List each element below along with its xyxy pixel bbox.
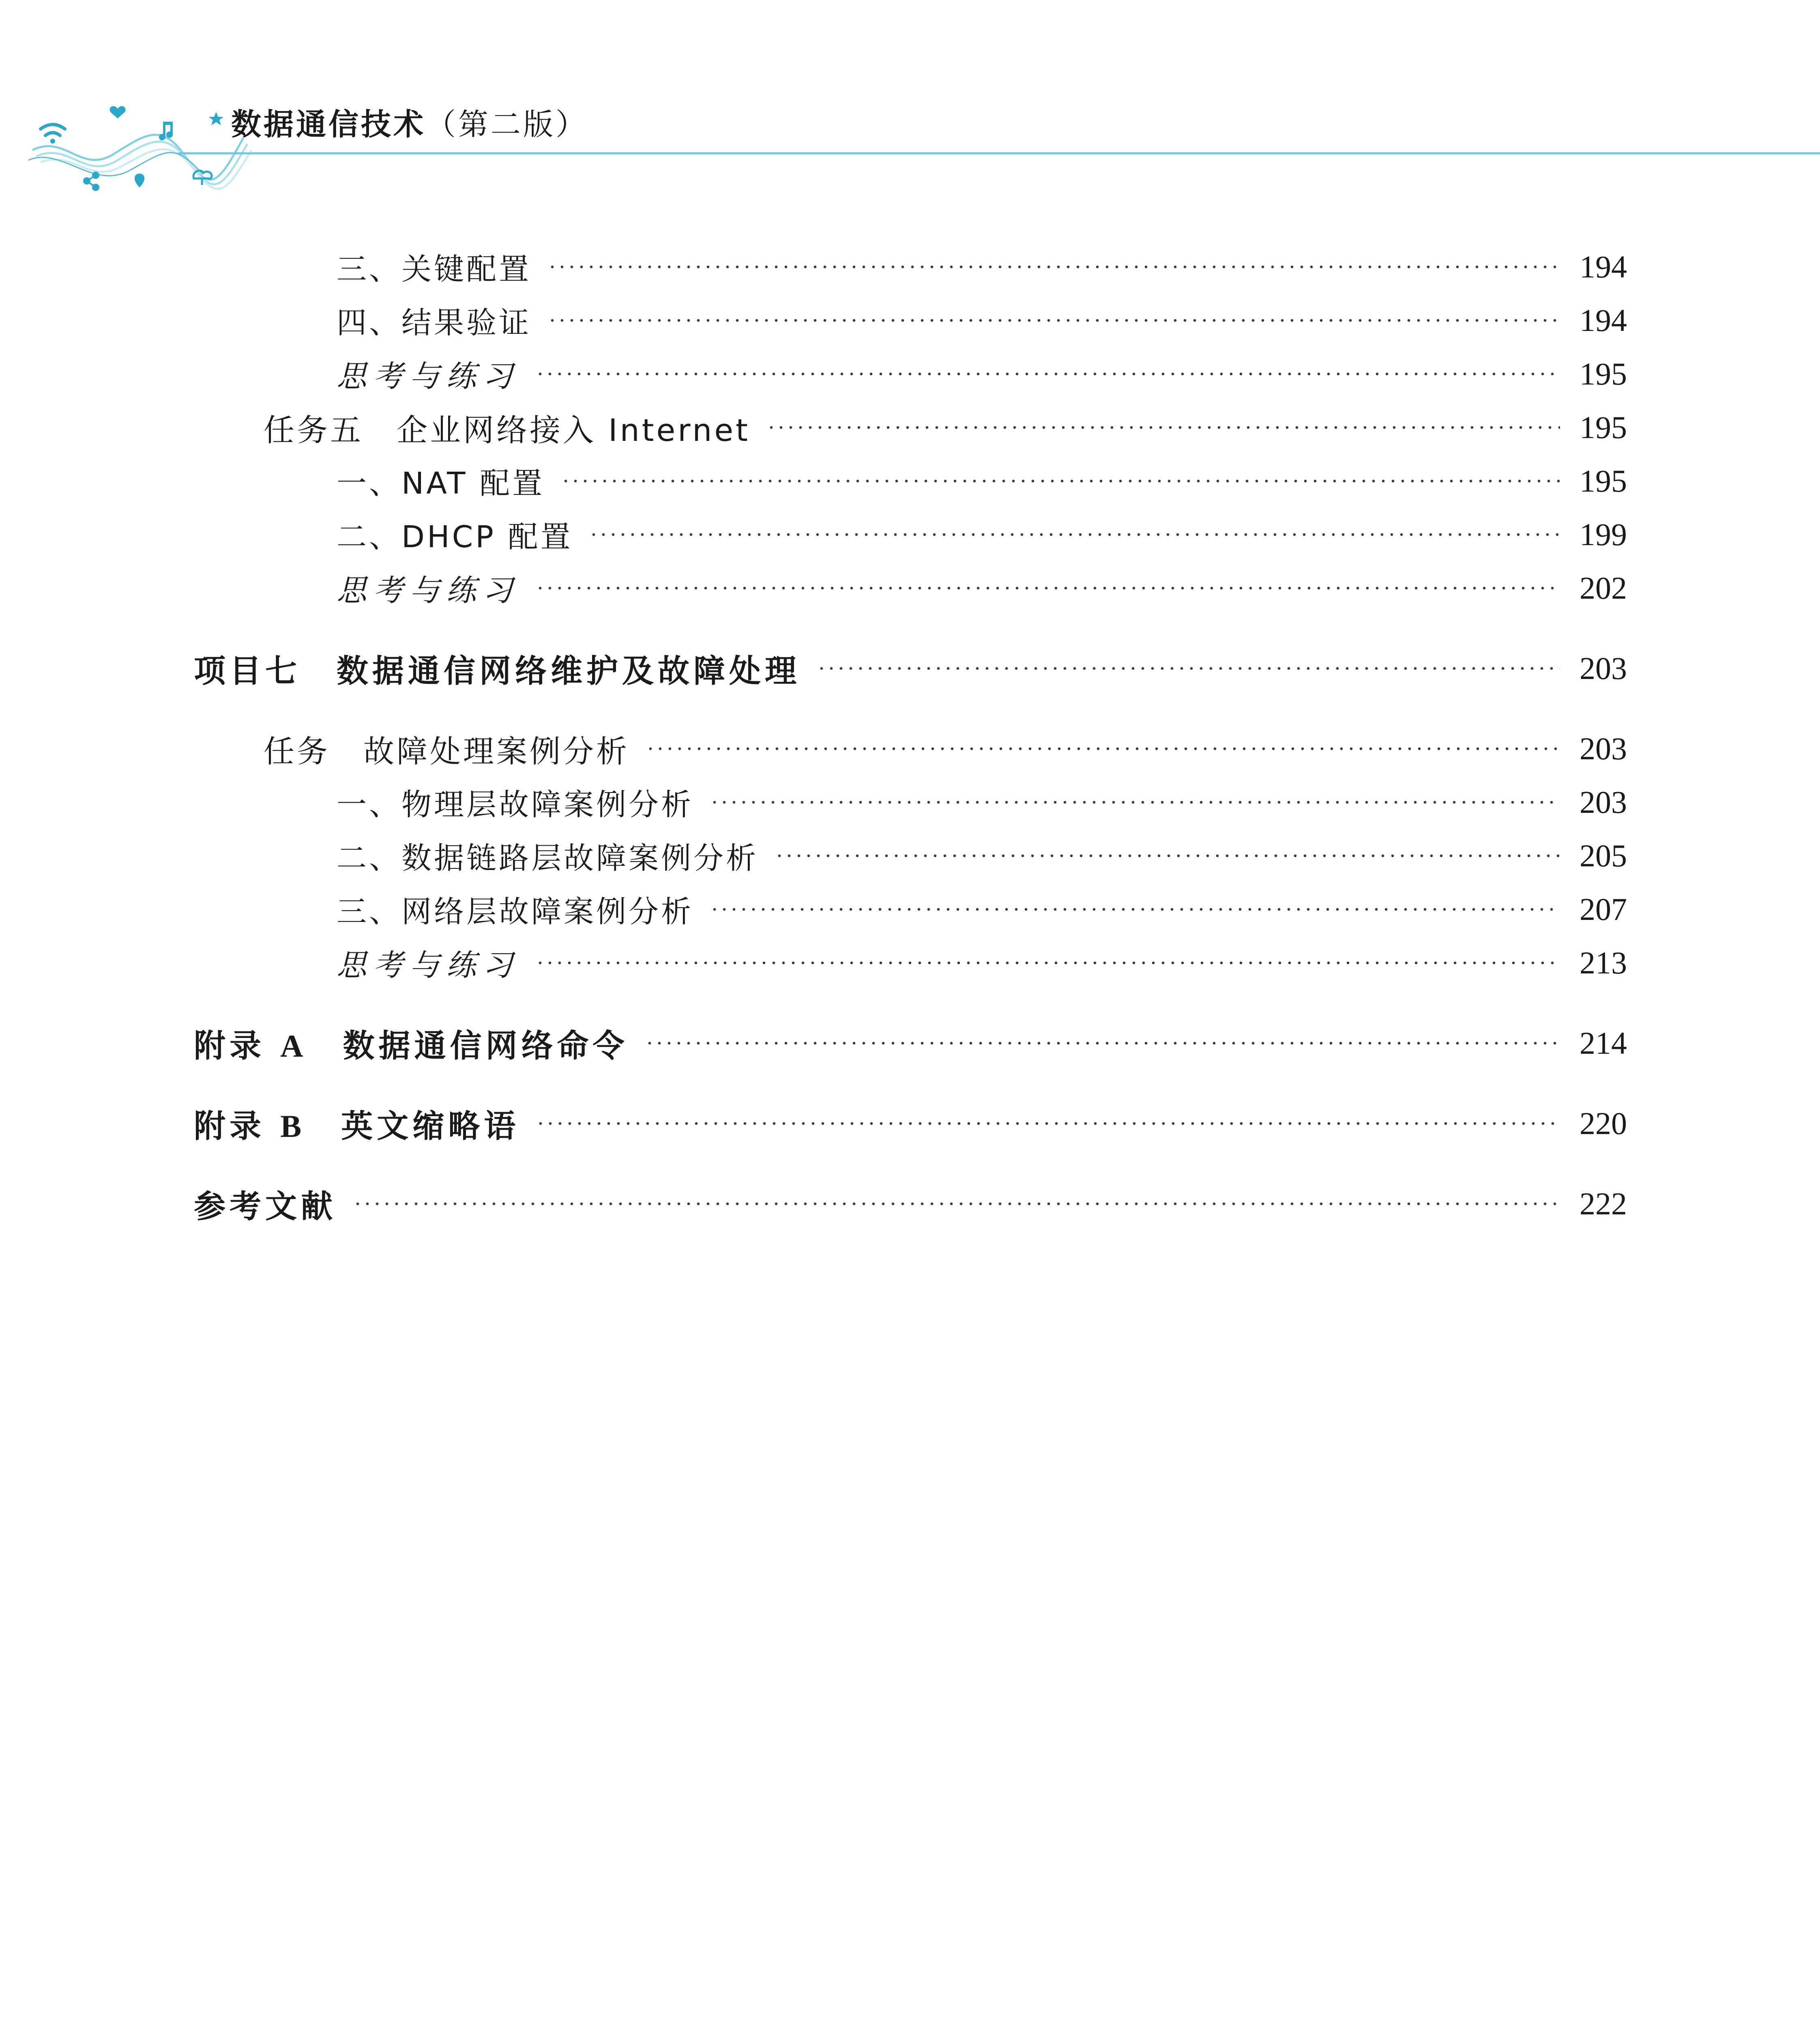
- toc-entry-page-number: 195: [1580, 463, 1627, 498]
- toc-entry[interactable]: [194, 1023, 1627, 1063]
- book-title: 数据通信技术: [231, 107, 426, 142]
- dot-leader: [645, 1041, 1560, 1045]
- dot-leader: [535, 961, 1560, 965]
- toc-entry-label: 四、结果验证: [337, 305, 531, 340]
- dot-leader: [775, 854, 1560, 858]
- toc-entry-label: 任务五 企业网络接入 Internet: [264, 412, 750, 448]
- toc-entry-page-number: 213: [1580, 945, 1627, 980]
- toc-entry-page-number: 205: [1580, 838, 1627, 873]
- toc-entry-page-number: 194: [1580, 303, 1627, 338]
- toc-entry-label: 二、DHCP 配置: [337, 520, 573, 554]
- toc-entry[interactable]: [337, 568, 1627, 608]
- toc-entry-page-number: 220: [1580, 1106, 1627, 1141]
- toc-entry-page-number: 214: [1580, 1025, 1627, 1061]
- toc-entry-page-number: 207: [1580, 892, 1627, 927]
- toc-entry-label: 附录 A 数据通信网络命令: [194, 1028, 629, 1064]
- toc-entry-page-number: 202: [1580, 570, 1627, 606]
- dot-leader: [817, 666, 1560, 670]
- dot-leader: [536, 1121, 1560, 1126]
- toc-entry-label: 一、物理层故障案例分析: [337, 787, 693, 822]
- toc-entry-label: 附录 B 英文缩略语: [194, 1108, 520, 1145]
- toc-entry-label: 三、网络层故障案例分析: [337, 894, 693, 929]
- dot-leader: [547, 318, 1560, 322]
- dot-leader: [710, 907, 1560, 911]
- toc-entry[interactable]: [337, 461, 1627, 501]
- toc-entry-label: 三、关键配置: [337, 252, 531, 287]
- dot-leader: [535, 372, 1560, 376]
- dot-leader: [589, 533, 1560, 537]
- toc-entry-label: 思考与练习: [337, 359, 519, 394]
- toc-entry-page-number: 195: [1580, 356, 1627, 391]
- toc-entry-page-number: 203: [1580, 731, 1627, 766]
- toc-entry-label: 参考文献: [194, 1188, 337, 1225]
- toc-entry-label: 一、NAT 配置: [337, 466, 545, 501]
- dot-leader: [710, 800, 1560, 804]
- dot-leader: [766, 425, 1560, 430]
- toc-entry[interactable]: [337, 300, 1627, 341]
- toc-entry-label: 二、数据链路层故障案例分析: [337, 841, 758, 876]
- toc-entry[interactable]: [337, 889, 1627, 930]
- toc-entry[interactable]: [337, 354, 1627, 394]
- dot-leader: [547, 265, 1560, 269]
- toc-entry-page-number: 195: [1580, 410, 1627, 445]
- toc-entry[interactable]: [194, 648, 1627, 689]
- toc-entry-page-number: 194: [1580, 249, 1627, 284]
- toc-entry-page-number: 203: [1580, 784, 1627, 820]
- toc-entry-label: 任务 故障处理案例分析: [264, 733, 629, 769]
- dot-leader: [646, 747, 1560, 751]
- dot-leader: [535, 586, 1560, 590]
- toc-entry[interactable]: [264, 407, 1627, 448]
- toc-entry[interactable]: [337, 836, 1627, 876]
- toc-entry[interactable]: [337, 514, 1627, 555]
- toc-entry[interactable]: [194, 1184, 1627, 1224]
- toc-entry-page-number: 199: [1580, 517, 1627, 552]
- toc-entry-page-number: 203: [1580, 651, 1627, 686]
- dot-leader: [353, 1202, 1560, 1206]
- toc-entry-label: 思考与练习: [337, 948, 519, 983]
- toc-entry-page-number: 222: [1580, 1186, 1627, 1221]
- toc-entry[interactable]: [337, 782, 1627, 823]
- toc-entry-label: 思考与练习: [337, 573, 519, 608]
- toc-entry[interactable]: [194, 1103, 1627, 1144]
- toc-entry-label: 项目七 数据通信网络维护及故障处理: [194, 653, 801, 690]
- toc-entry[interactable]: [337, 247, 1627, 287]
- dot-leader: [561, 479, 1560, 483]
- toc-entry[interactable]: [337, 943, 1627, 983]
- edition: （第二版）: [426, 107, 588, 142]
- toc-entry[interactable]: [264, 728, 1627, 769]
